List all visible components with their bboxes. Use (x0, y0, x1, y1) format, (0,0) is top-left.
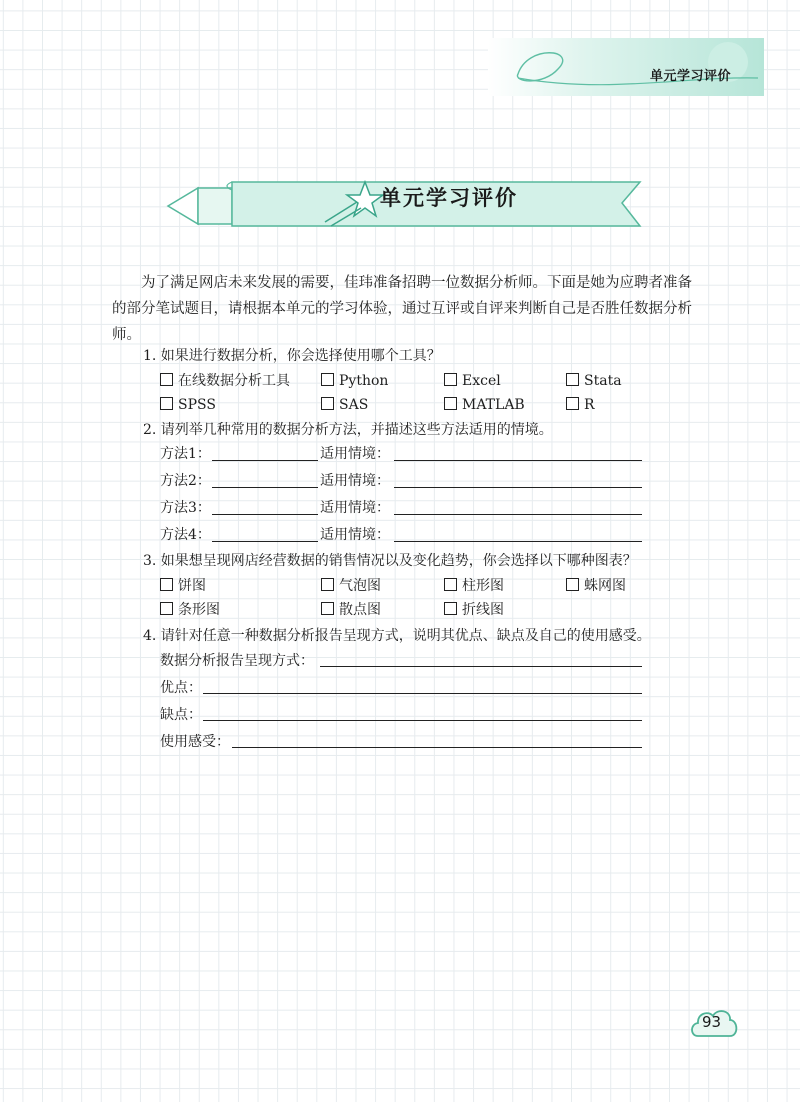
checkbox-icon (566, 397, 579, 410)
scenario-label: 适用情境： (320, 500, 390, 516)
disadvantages-label: 缺点： (160, 707, 202, 723)
method-label: 方法3： (160, 500, 211, 516)
question-1: 1. 如果进行数据分析，你会选择使用哪个工具？ (143, 348, 441, 364)
checkbox-icon (160, 602, 173, 615)
q1-option[interactable]: SPSS (160, 395, 216, 415)
method-label: 方法1： (160, 446, 211, 462)
method-answer-line[interactable] (212, 460, 318, 461)
question-2: 2. 请列举几种常用的数据分析方法，并描述这些方法适用的情境。 (143, 422, 553, 438)
method-answer-line[interactable] (212, 514, 318, 515)
q1-option[interactable]: MATLAB (444, 395, 525, 415)
q1-option[interactable]: 在线数据分析工具 (160, 371, 290, 391)
checkbox-icon (444, 602, 457, 615)
checkbox-icon (566, 373, 579, 386)
q1-option[interactable]: SAS (321, 395, 368, 415)
scenario-label: 适用情境： (320, 527, 390, 543)
checkbox-icon (444, 373, 457, 386)
scenario-label: 适用情境： (320, 446, 390, 462)
question-3: 3. 如果想呈现网店经营数据的销售情况以及变化趋势，你会选择以下哪种图表？ (143, 553, 637, 569)
header-title: 单元学习评价 (650, 69, 732, 84)
checkbox-icon (321, 602, 334, 615)
intro-paragraph: 为了满足网店未来发展的需要，佳玮准备招聘一位数据分析师。下面是她为应聘者准备的部分笔试题目，请根据本单元的学习体验，通过互评或自评来判断自己是否胜任数据分析师。 (112, 275, 692, 343)
q3-option[interactable]: 蛛网图 (566, 576, 626, 596)
usage-feeling-label: 使用感受： (160, 734, 230, 750)
usage-feeling-answer-line[interactable] (232, 747, 642, 748)
q3-option[interactable]: 折线图 (444, 600, 504, 620)
scenario-label: 适用情境： (320, 473, 390, 489)
page-number: 93 (702, 1013, 722, 1031)
scenario-answer-line[interactable] (394, 487, 642, 488)
report-format-label: 数据分析报告呈现方式： (160, 653, 314, 669)
scenario-answer-line[interactable] (394, 541, 642, 542)
banner-title: 单元学习评价 (380, 186, 518, 210)
method-label: 方法4： (160, 527, 211, 543)
checkbox-icon (321, 397, 334, 410)
scenario-answer-line[interactable] (394, 460, 642, 461)
q1-option[interactable]: Stata (566, 371, 622, 391)
checkbox-icon (444, 578, 457, 591)
checkbox-icon (160, 373, 173, 386)
method-answer-line[interactable] (212, 487, 318, 488)
q3-option[interactable]: 柱形图 (444, 576, 504, 596)
q1-option[interactable]: R (566, 395, 595, 415)
q3-option[interactable]: 条形图 (160, 600, 220, 620)
checkbox-icon (321, 578, 334, 591)
method-label: 方法2： (160, 473, 211, 489)
checkbox-icon (566, 578, 579, 591)
disadvantages-answer-line[interactable] (203, 720, 642, 721)
q3-option[interactable]: 饼图 (160, 576, 206, 596)
q1-option[interactable]: Python (321, 371, 388, 391)
advantages-label: 优点： (160, 680, 202, 696)
checkbox-icon (160, 397, 173, 410)
q3-option[interactable]: 散点图 (321, 600, 381, 620)
question-4: 4. 请针对任意一种数据分析报告呈现方式，说明其优点、缺点及自己的使用感受。 (143, 628, 651, 644)
scenario-answer-line[interactable] (394, 514, 642, 515)
checkbox-icon (444, 397, 457, 410)
advantages-answer-line[interactable] (203, 693, 642, 694)
checkbox-icon (160, 578, 173, 591)
q3-option[interactable]: 气泡图 (321, 576, 381, 596)
method-answer-line[interactable] (212, 541, 318, 542)
report-format-answer-line[interactable] (320, 666, 642, 667)
checkbox-icon (321, 373, 334, 386)
q1-option[interactable]: Excel (444, 371, 501, 391)
